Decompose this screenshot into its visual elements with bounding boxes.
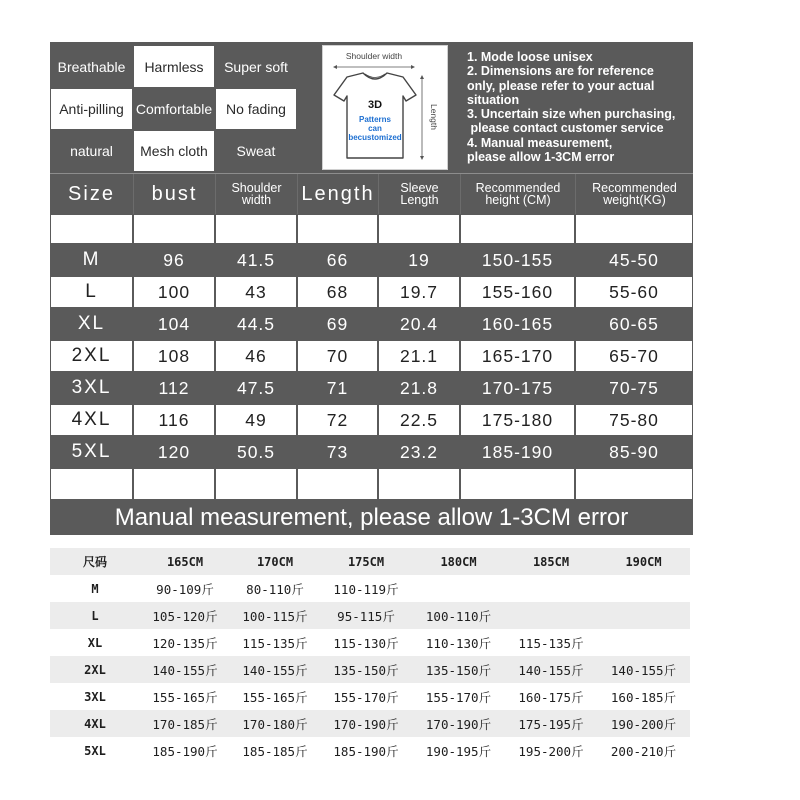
weight-row (50, 629, 690, 656)
feature-tag: No fading (216, 89, 296, 129)
empty-cell (461, 469, 574, 499)
weight-range: 110-119斤 (333, 581, 399, 597)
weight-table (50, 548, 690, 764)
size-value: 46 (216, 341, 296, 371)
weight-range: 120-135斤 (152, 635, 218, 651)
column-header: 尺码 (82, 555, 107, 569)
feature-tag: Sweat (236, 143, 276, 159)
shoulder-width-label: Shoulder width (345, 51, 403, 61)
size-row (50, 372, 693, 404)
feature-tag: natural (70, 143, 113, 159)
note-line: only, please refer to your actual (467, 78, 655, 93)
empty-cell (379, 215, 459, 243)
size-row (50, 276, 693, 308)
column-header: 180CM (440, 554, 477, 569)
weight-range: 185-190斤 (333, 743, 399, 759)
weight-range: 170-190斤 (333, 716, 399, 732)
size-row (50, 340, 693, 372)
weight-range: 140-155斤 (610, 662, 677, 678)
empty-cell (51, 215, 132, 243)
weight-range: 115-135斤 (242, 635, 308, 651)
size-value: 45-50 (609, 249, 659, 270)
column-header: bust (133, 174, 215, 214)
column-header: Recommended height (CM) (460, 174, 575, 214)
size-value: 108 (134, 341, 214, 371)
weight-range (597, 575, 690, 602)
size-value: 44.5 (236, 313, 276, 334)
size-value: 185-190 (481, 441, 554, 462)
size-value: 49 (216, 405, 296, 435)
size-value: 22.5 (379, 405, 459, 435)
weight-range: 160-175斤 (518, 689, 584, 705)
size-value: 155-160 (461, 277, 574, 307)
feature-tag: Anti-pilling (51, 89, 132, 129)
column-header: Shoulder width (215, 174, 297, 214)
size-label: 3XL (84, 689, 106, 704)
column-header: Sleeve Length (378, 174, 460, 214)
size-value: 23.2 (399, 441, 439, 462)
spacer-row (50, 468, 693, 500)
weight-row (50, 737, 690, 764)
note-line: please allow 1-3CM error (467, 150, 615, 165)
note-line: 1. Mode loose unisex (467, 50, 593, 64)
column-header: Length (297, 174, 378, 214)
weight-range (412, 575, 505, 602)
size-value: 165-170 (461, 341, 574, 371)
3d-badge: 3D (367, 99, 383, 111)
weight-range (505, 575, 597, 602)
weight-range: 155-165斤 (152, 689, 218, 705)
note-line: 3. Uncertain size when purchasing, (467, 107, 676, 122)
size-value: 75-80 (576, 405, 692, 435)
weight-range: 110-130斤 (425, 635, 492, 651)
tshirt-diagram (322, 45, 448, 170)
weight-range: 140-155斤 (152, 662, 218, 678)
weight-range: 170-185斤 (152, 716, 218, 732)
empty-cell (216, 215, 296, 243)
feature-tag: Comfortable (135, 101, 213, 117)
size-value: 19.7 (379, 277, 459, 307)
size-value: 21.1 (379, 341, 459, 371)
size-value: 19 (408, 249, 430, 270)
size-value: 41.5 (236, 249, 276, 270)
size-label: XL (77, 313, 106, 334)
empty-cell (298, 215, 377, 243)
size-label: 2XL (84, 662, 106, 677)
weight-range: 195-200斤 (518, 743, 584, 759)
size-value: 100 (134, 277, 214, 307)
error-banner: Manual measurement, please allow 1-3CM error (114, 504, 629, 531)
size-value: 160-165 (481, 313, 554, 334)
weight-range: 200-210斤 (610, 743, 677, 759)
empty-cell (134, 469, 214, 499)
weight-range: 90-109斤 (156, 581, 214, 597)
weight-range: 160-185斤 (610, 689, 677, 705)
weight-range: 140-155斤 (242, 662, 308, 678)
size-value: 21.8 (399, 377, 439, 398)
size-label: 3XL (71, 377, 112, 398)
weight-range: 140-155斤 (518, 662, 584, 678)
weight-range: 105-120斤 (152, 608, 218, 624)
tshirt-illustration (323, 46, 447, 169)
column-header: 175CM (347, 554, 385, 569)
note-line: situation (467, 92, 520, 107)
weight-range: 115-135斤 (518, 635, 584, 651)
note-line: 4. Manual measurement, (467, 135, 613, 150)
weight-range: 100-110斤 (425, 608, 492, 624)
column-header: 165CM (166, 554, 204, 569)
spacer-row (50, 214, 693, 244)
weight-range: 190-200斤 (610, 716, 677, 732)
size-value: 104 (157, 313, 191, 334)
size-value: 150-155 (481, 249, 554, 270)
weight-range: 155-170斤 (333, 689, 399, 705)
custom-pattern-text: Patterns (358, 115, 392, 124)
empty-cell (298, 469, 377, 499)
column-header: Size (68, 182, 115, 205)
custom-pattern-text: can (368, 124, 382, 133)
note-line: 2. Dimensions are for reference (467, 64, 654, 79)
weight-range: 115-130斤 (333, 635, 399, 651)
size-value: 65-70 (576, 341, 692, 371)
weight-range: 185-185斤 (242, 743, 308, 759)
weight-range: 170-180斤 (242, 716, 308, 732)
size-value: 47.5 (236, 377, 276, 398)
empty-cell (134, 215, 214, 243)
size-value: 73 (326, 441, 349, 462)
size-value: 96 (163, 249, 185, 270)
empty-cell (51, 469, 132, 499)
weight-range: 80-110斤 (246, 581, 304, 597)
feature-grid (50, 45, 297, 172)
empty-cell (379, 469, 459, 499)
weight-range (597, 629, 690, 656)
size-value: 68 (298, 277, 377, 307)
feature-tag: Harmless (134, 46, 214, 87)
weight-row (50, 575, 690, 602)
weight-range: 135-150斤 (333, 662, 399, 678)
empty-cell (461, 215, 574, 243)
size-label: 5XL (84, 743, 106, 758)
size-value: 120 (157, 441, 191, 462)
notes-list (467, 50, 693, 164)
weight-range: 95-115斤 (337, 608, 395, 624)
size-label: 4XL (84, 716, 106, 731)
size-label: XL (87, 635, 103, 650)
weight-range: 100-115斤 (242, 608, 308, 624)
weight-row (50, 710, 690, 737)
size-value: 170-175 (481, 377, 554, 398)
column-header: 170CM (256, 554, 294, 569)
size-value: 55-60 (576, 277, 692, 307)
size-label: 5XL (71, 441, 112, 462)
size-value: 20.4 (399, 313, 439, 334)
length-label: Length (429, 104, 439, 130)
custom-pattern-text: becustomized (348, 133, 402, 142)
weight-range: 155-165斤 (242, 689, 308, 705)
size-value: 175-180 (461, 405, 574, 435)
weight-range: 155-170斤 (425, 689, 492, 705)
feature-tag: Breathable (57, 58, 126, 75)
feature-tag: Super soft (224, 58, 288, 75)
size-value: 85-90 (609, 441, 659, 462)
weight-row (50, 602, 690, 629)
weight-range (505, 602, 597, 629)
size-label: 4XL (51, 405, 132, 435)
size-value: 112 (158, 377, 190, 398)
feature-tag: Mesh cloth (134, 131, 214, 171)
size-label: M (82, 249, 101, 270)
size-label: L (91, 608, 99, 623)
weight-range: 170-190斤 (425, 716, 492, 732)
size-label: M (91, 581, 99, 596)
size-row (50, 244, 693, 276)
size-chart-panel (50, 42, 693, 535)
column-header: 190CM (625, 554, 662, 569)
size-value: 69 (326, 313, 349, 334)
weight-range: 185-190斤 (152, 743, 218, 759)
size-row (50, 404, 693, 436)
column-header: Recommended weight(KG) (575, 174, 693, 214)
size-value: 43 (216, 277, 296, 307)
size-value: 70 (298, 341, 377, 371)
size-row (50, 308, 693, 340)
size-label: L (51, 277, 132, 307)
weight-range (597, 602, 690, 629)
size-value: 60-65 (609, 313, 659, 334)
weight-range: 175-195斤 (518, 716, 584, 732)
size-table-header (50, 173, 693, 214)
weight-row (50, 656, 690, 683)
size-value: 116 (134, 405, 214, 435)
size-value: 66 (326, 249, 349, 270)
empty-cell (576, 215, 692, 243)
note-line: please contact customer service (467, 121, 664, 136)
size-label: 2XL (51, 341, 132, 371)
column-header: 185CM (532, 554, 570, 569)
size-value: 70-75 (609, 377, 659, 398)
empty-cell (576, 469, 692, 499)
size-table (50, 173, 693, 500)
weight-table-header (50, 548, 690, 575)
size-value: 71 (326, 377, 349, 398)
weight-range: 135-150斤 (425, 662, 492, 678)
weight-row (50, 683, 690, 710)
empty-cell (216, 469, 296, 499)
size-value: 72 (298, 405, 377, 435)
weight-range: 190-195斤 (425, 743, 492, 759)
size-row (50, 436, 693, 468)
size-value: 50.5 (236, 441, 276, 462)
